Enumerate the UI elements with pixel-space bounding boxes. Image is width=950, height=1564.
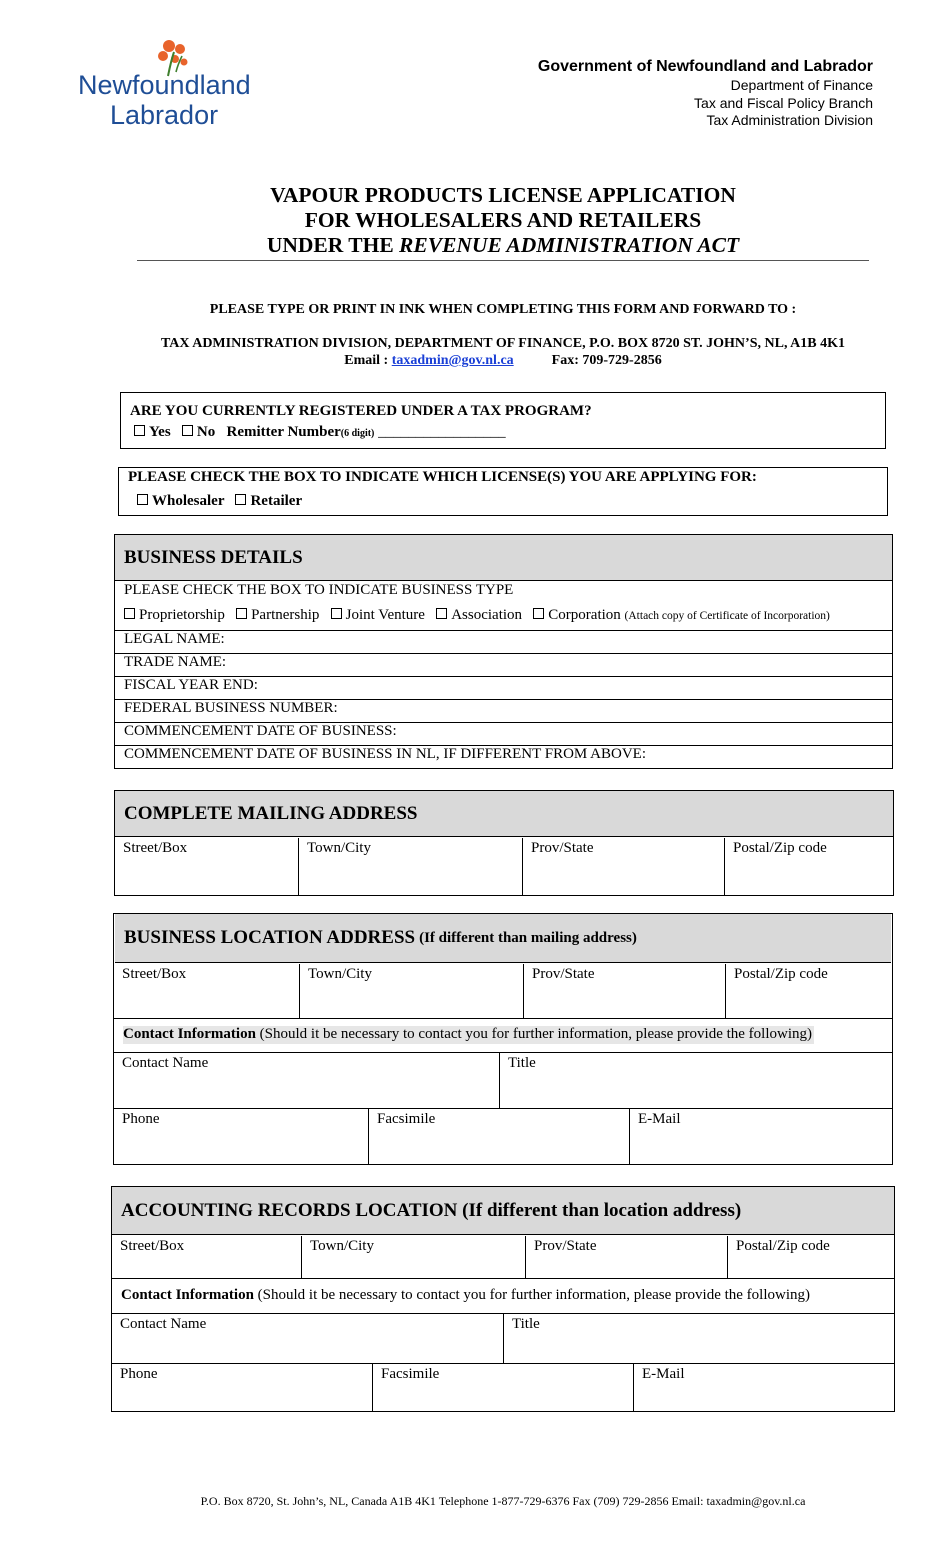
email-label: Email : xyxy=(344,353,392,368)
location-contact-info-note: (Should it be necessary to contact you for further information, please provide the following) xyxy=(255,1026,812,1042)
commencement-date-field[interactable]: COMMENCEMENT DATE OF BUSINESS: xyxy=(115,722,892,745)
no-checkbox[interactable] xyxy=(182,425,193,436)
accounting-postal-code[interactable]: Postal/Zip code xyxy=(727,1236,894,1278)
location-town-city[interactable]: Town/City xyxy=(299,964,523,1018)
retailer-label: Retailer xyxy=(250,493,303,509)
government-header xyxy=(538,57,873,130)
type-corporation: Corporation xyxy=(548,607,621,623)
accounting-contact-info-header xyxy=(112,1279,894,1314)
license-question: PLEASE CHECK THE BOX TO INDICATE WHICH LICENSE(S) YOU ARE APPLYING FOR: xyxy=(128,469,757,485)
location-contact-info-text xyxy=(123,1026,814,1044)
accounting-phone[interactable]: Phone xyxy=(120,1366,158,1382)
association-checkbox[interactable] xyxy=(436,608,447,619)
accounting-contact-info-note: (Should it be necessary to contact you for further information, please provide the following) xyxy=(253,1287,810,1303)
remitter-note: (6 digit) xyxy=(340,428,375,439)
business-location-note: (If different than mailing address) xyxy=(419,929,637,946)
email-link[interactable]: taxadmin@gov.nl.ca xyxy=(391,353,514,368)
proprietorship-checkbox[interactable] xyxy=(124,608,135,619)
fax-number: Fax: 709-729-2856 xyxy=(551,353,662,368)
page-footer: P.O. Box 8720, St. John’s, NL, Canada A1B 4K1 Telephone 1-877-729-6376 Fax (709) 729-2856 Email: taxadmin@gov.nl.ca xyxy=(200,1494,806,1508)
form-title xyxy=(0,183,950,258)
location-contact-name-row xyxy=(114,1053,892,1109)
accounting-contact-info-text xyxy=(121,1287,810,1304)
logo-line1: Newfoundland xyxy=(78,70,251,100)
fiscal-year-end-field[interactable]: FISCAL YEAR END: xyxy=(115,676,892,699)
business-details-heading: BUSINESS DETAILS xyxy=(115,535,892,581)
no-label: No xyxy=(196,424,216,440)
corporation-checkbox[interactable] xyxy=(533,608,544,619)
business-location-heading xyxy=(115,914,891,963)
commencement-date-nl-field[interactable]: COMMENCEMENT DATE OF BUSINESS IN NL, IF DIFFERENT FROM ABOVE: xyxy=(115,745,892,768)
type-partnership: Partnership xyxy=(251,607,320,623)
accounting-contact-name[interactable]: Contact Name xyxy=(120,1316,207,1332)
accounting-street-box[interactable]: Street/Box xyxy=(120,1238,185,1254)
location-facsimile[interactable]: Facsimile xyxy=(368,1109,629,1164)
act-name: REVENUE ADMINISTRATION ACT xyxy=(399,233,740,257)
mailing-address-heading: COMPLETE MAILING ADDRESS xyxy=(115,791,893,837)
accounting-contact-phone-row xyxy=(112,1364,894,1411)
accounting-contact-name-row xyxy=(112,1314,894,1364)
location-prov-state[interactable]: Prov/State xyxy=(523,964,725,1018)
mailing-address-section xyxy=(114,790,894,896)
legal-name-field[interactable]: LEGAL NAME: xyxy=(115,630,892,653)
title-divider xyxy=(137,260,869,261)
type-joint-venture: Joint Venture xyxy=(345,607,425,623)
instructions-line: PLEASE TYPE OR PRINT IN INK WHEN COMPLETING THIS FORM AND FORWARD TO : xyxy=(209,302,797,317)
partnership-checkbox[interactable] xyxy=(236,608,247,619)
accounting-address-row xyxy=(112,1236,894,1279)
government-logo xyxy=(76,36,256,131)
yes-checkbox[interactable] xyxy=(134,425,145,436)
mailing-street-box[interactable]: Street/Box xyxy=(123,840,188,856)
remitter-label: Remitter Number xyxy=(226,424,341,440)
title-line2: FOR WHOLESALERS AND RETAILERS xyxy=(304,208,702,232)
logo-line2: Labrador xyxy=(110,100,219,130)
mailing-town-city[interactable]: Town/City xyxy=(298,838,522,895)
mailing-instructions-address: TAX ADMINISTRATION DIVISION, DEPARTMENT OF FINANCE, P.O. BOX 8720 ST. JOHN’S, NL, A1B 4K1 xyxy=(160,336,846,351)
tax-program-box xyxy=(120,392,886,449)
location-postal-code[interactable]: Postal/Zip code xyxy=(725,964,892,1018)
department-name: Department of Finance xyxy=(730,77,873,93)
yes-label: Yes xyxy=(149,424,171,440)
business-location-section xyxy=(113,913,893,1165)
accounting-email[interactable]: E-Mail xyxy=(633,1364,894,1411)
accounting-records-section xyxy=(111,1186,895,1412)
type-association: Association xyxy=(451,607,523,623)
email-fax-line xyxy=(0,353,950,369)
accounting-prov-state[interactable]: Prov/State xyxy=(525,1236,727,1278)
business-type-prompt: PLEASE CHECK THE BOX TO INDICATE BUSINESS TYPE xyxy=(124,582,514,598)
title-line3 xyxy=(0,233,950,258)
title-line3-prefix: UNDER THE xyxy=(266,233,400,257)
location-street-box[interactable]: Street/Box xyxy=(122,966,187,982)
accounting-records-heading: ACCOUNTING RECORDS LOCATION (If different than location address) xyxy=(112,1187,894,1235)
flower-logo-icon xyxy=(76,36,256,131)
location-contact-name[interactable]: Contact Name xyxy=(122,1055,209,1071)
location-contact-info-label: Contact Information xyxy=(123,1026,256,1042)
wholesaler-label: Wholesaler xyxy=(152,493,225,509)
accounting-town-city[interactable]: Town/City xyxy=(301,1236,525,1278)
location-phone[interactable]: Phone xyxy=(122,1111,160,1127)
type-proprietorship: Proprietorship xyxy=(139,607,225,623)
business-details-section xyxy=(114,534,893,769)
mailing-prov-state[interactable]: Prov/State xyxy=(522,838,724,895)
remitter-number-field[interactable]: _________________ xyxy=(378,424,506,440)
title-line1: VAPOUR PRODUCTS LICENSE APPLICATION xyxy=(270,183,736,207)
location-contact-phone-row xyxy=(114,1109,892,1164)
business-location-title: BUSINESS LOCATION ADDRESS xyxy=(124,927,416,948)
location-address-row xyxy=(114,964,892,1019)
government-name: Government of Newfoundland and Labrador xyxy=(537,58,873,75)
tax-program-question: ARE YOU CURRENTLY REGISTERED UNDER A TAX PROGRAM? xyxy=(130,403,592,419)
trade-name-field[interactable]: TRADE NAME: xyxy=(115,653,892,676)
joint-venture-checkbox[interactable] xyxy=(331,608,342,619)
mailing-address-row xyxy=(115,838,893,895)
location-contact-title[interactable]: Title xyxy=(499,1053,892,1108)
wholesaler-checkbox[interactable] xyxy=(137,494,148,505)
federal-business-number-field[interactable]: FEDERAL BUSINESS NUMBER: xyxy=(115,699,892,722)
accounting-contact-title[interactable]: Title xyxy=(503,1314,894,1363)
corporation-note: (Attach copy of Certificate of Incorporation) xyxy=(624,610,830,622)
license-options xyxy=(137,493,302,510)
accounting-facsimile[interactable]: Facsimile xyxy=(372,1364,633,1411)
license-type-box xyxy=(118,467,888,516)
branch-name: Tax and Fiscal Policy Branch xyxy=(694,94,873,111)
tax-program-options xyxy=(134,424,506,441)
retailer-checkbox[interactable] xyxy=(235,494,246,505)
business-type-options xyxy=(124,607,830,624)
mailing-postal-code[interactable]: Postal/Zip code xyxy=(724,838,893,895)
location-email[interactable]: E-Mail xyxy=(629,1109,892,1164)
accounting-contact-info-label: Contact Information xyxy=(121,1287,254,1303)
location-contact-info-header xyxy=(114,1019,892,1053)
division-name: Tax Administration Division xyxy=(706,112,873,128)
